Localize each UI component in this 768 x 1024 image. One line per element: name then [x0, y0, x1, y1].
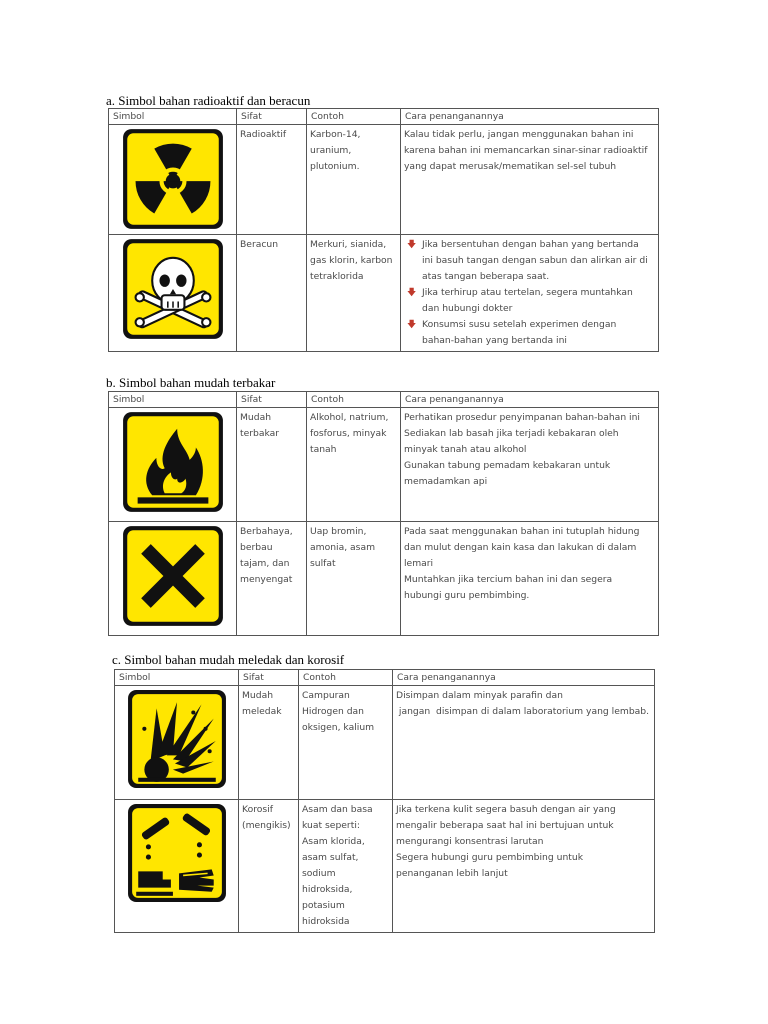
table-header-row [109, 392, 659, 408]
handling-cell: Jika terkena kulit segera basuh dengan air yang mengalir beberapa saat hal ini bertujuan untuk mengurangi konsentrasi larutan Segera hubungi guru pembimbing untuk penanganan lebih lanjut [393, 800, 655, 933]
property-cell: Korosif (mengikis) [239, 800, 299, 933]
section-title-flammable: b. Simbol bahan mudah terbakar [106, 375, 276, 390]
corrosive-icon [123, 802, 231, 904]
section-title-explosive-corrosive: c. Simbol bahan mudah meledak dan korosif [112, 652, 345, 667]
explosive-icon [123, 688, 231, 790]
header-property: Sifat [237, 392, 307, 408]
table-row [109, 522, 659, 636]
table-header-row [109, 109, 659, 125]
handling-cell: Disimpan dalam minyak parafin dan jangan disimpan di dalam laboratorium yang lembab. [393, 686, 655, 800]
symbol-cell [109, 522, 237, 636]
skull-crossbones-icon [118, 237, 228, 341]
symbol-cell [109, 235, 237, 352]
handling-cell: Kalau tidak perlu, jangan menggunakan bahan ini karena bahan ini memancarkan sinar-sinar radioaktif yang dapat merusak/mematikan sel-sel tubuh [401, 125, 659, 235]
example-cell: Merkuri, sianida, gas klorin, karbon tetraklorida [307, 235, 401, 352]
symbol-cell [109, 125, 237, 235]
header-symbol: Simbol [109, 109, 237, 125]
header-handling: Cara penanganannya [401, 392, 659, 408]
section-title-radioactive-toxic: a. Simbol bahan radioaktif dan beracun [106, 93, 311, 108]
list-item: 🡇 Konsumsi susu setelah experimen dengan bahan-bahan yang bertanda ini [407, 319, 617, 346]
table-row [109, 125, 659, 235]
hazard-table-a [108, 108, 659, 352]
table-row [115, 800, 655, 933]
handling-cell: Pada saat menggunakan bahan ini tutuplah hidung dan mulut dengan kain kasa dan lakukan di dalam lemari Muntahkan jika tercium bahan ini dan segera hubungi guru pembimbing. [401, 522, 659, 636]
arrow-down-bullet-icon: 🡇 [407, 288, 417, 298]
harmful-x-icon [118, 524, 228, 628]
table-row [109, 408, 659, 522]
radioactive-icon [118, 127, 228, 231]
header-example: Contoh [299, 670, 393, 686]
flame-icon [118, 410, 228, 514]
hazard-table-c [114, 669, 655, 933]
example-cell: Alkohol, natrium, fosforus, minyak tanah [307, 408, 401, 522]
arrow-down-bullet-icon: 🡇 [407, 320, 417, 330]
handling-bullet-list [404, 237, 655, 349]
header-handling: Cara penanganannya [401, 109, 659, 125]
property-cell: Berbahaya, berbau tajam, dan menyengat [237, 522, 307, 636]
symbol-cell [115, 686, 239, 800]
symbol-cell [109, 408, 237, 522]
example-cell: Uap bromin, amonia, asam sulfat [307, 522, 401, 636]
header-example: Contoh [307, 109, 401, 125]
handling-cell [401, 235, 659, 352]
header-symbol: Simbol [109, 392, 237, 408]
table-row [109, 235, 659, 352]
header-handling: Cara penanganannya [393, 670, 655, 686]
list-item: 🡇 Jika terhirup atau tertelan, segera muntahkan dan hubungi dokter [407, 287, 633, 314]
example-cell: Karbon-14, uranium, plutonium. [307, 125, 401, 235]
property-cell: Mudah meledak [239, 686, 299, 800]
property-cell: Beracun [237, 235, 307, 352]
arrow-down-bullet-icon: 🡇 [407, 240, 417, 250]
example-cell: Campuran Hidrogen dan oksigen, kalium [299, 686, 393, 800]
handling-cell: Perhatikan prosedur penyimpanan bahan-bahan ini Sediakan lab basah jika terjadi kebakaran oleh minyak tanah atau alkohol Gunakan tabung pemadam kebakaran untuk memadamkan api [401, 408, 659, 522]
example-cell: Asam dan basa kuat seperti: Asam klorida, asam sulfat, sodium hidroksida, potasium hidroksida [299, 800, 393, 933]
property-cell: Radioaktif [237, 125, 307, 235]
header-example: Contoh [307, 392, 401, 408]
hazard-table-b [108, 391, 659, 636]
table-header-row [115, 670, 655, 686]
symbol-cell [115, 800, 239, 933]
header-property: Sifat [239, 670, 299, 686]
property-cell: Mudah terbakar [237, 408, 307, 522]
list-item: 🡇 Jika bersentuhan dengan bahan yang bertanda ini basuh tangan dengan sabun dan alirkan air di atas tangan beberapa saat. [407, 239, 648, 282]
table-row [115, 686, 655, 800]
header-symbol: Simbol [115, 670, 239, 686]
header-property: Sifat [237, 109, 307, 125]
